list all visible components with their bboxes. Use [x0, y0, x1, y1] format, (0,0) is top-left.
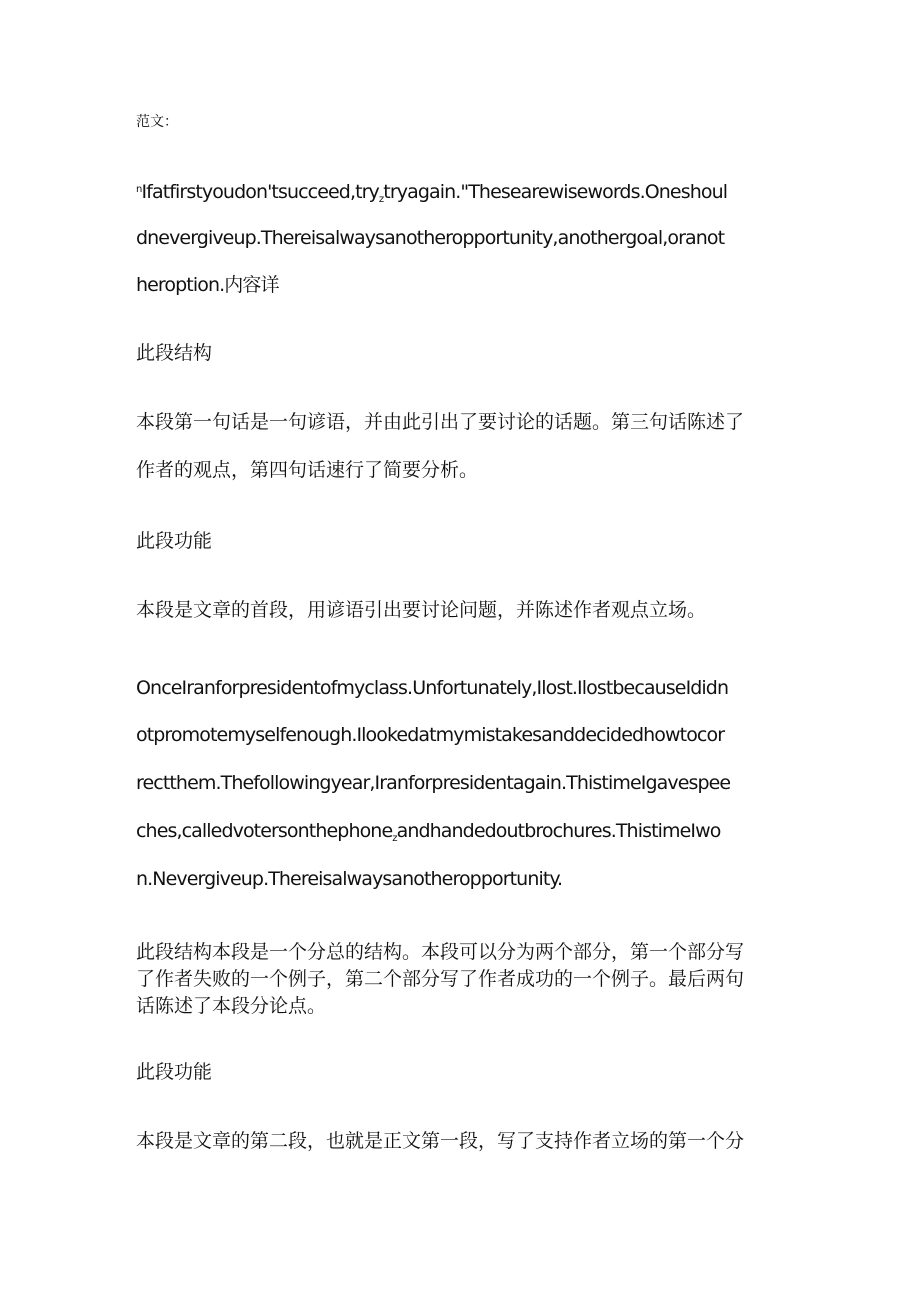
- essay-p2-line-4a: ches,calledvotersonthephone: [136, 820, 393, 842]
- essay-p2-line-2: otpromotemyselfenough.Ilookedatmymistakesanddecidedhowtocor: [136, 724, 725, 746]
- structure-2-line-3: 话陈述了本段分论点。: [136, 995, 327, 1017]
- essay-p2-line-3: rectthem.Thefollowingyear,Iranforpresidentagain.ThistimeIgavespee: [136, 772, 731, 794]
- heading-function-2: 此段功能: [136, 1061, 213, 1083]
- structure-1-line-1: 本段第一句话是一句谚语，并由此引出了要讨论的话题。第三句话陈述了: [136, 411, 745, 433]
- heading-function-1: 此段功能: [136, 530, 213, 552]
- essay-p2-line-4b: andhandedoutbrochures.ThistimeIwo: [396, 820, 721, 842]
- function-1-text: 本段是文章的首段，用谚语引出要讨论问题，并陈述作者观点立场。: [136, 599, 707, 621]
- comma-mark-2: z: [392, 833, 397, 844]
- structure-1-line-2: 作者的观点，第四句话速行了简要分析。: [136, 459, 479, 481]
- comma-mark: z: [378, 194, 384, 205]
- heading-structure-1: 此段结构: [136, 342, 213, 364]
- essay-p1-line-1a: Ifatfirstyoudon'tsucceed,try: [141, 181, 379, 203]
- essay-p1-line-3: heroption.内容详: [136, 274, 279, 296]
- essay-p1-line-1: [136, 178, 727, 212]
- sample-essay-label: 范文：: [136, 114, 178, 130]
- structure-2-line-1: 此段结构本段是一个分总的结构。本段可以分为两个部分，第一个部分写: [136, 941, 745, 963]
- essay-p2-line-1: OnceIranforpresidentofmyclass.Unfortunately,Ilost.IlostbecauseIdidn: [136, 677, 729, 699]
- function-2-text: 本段是文章的第二段，也就是正文第一段，写了支持作者立场的第一个分: [136, 1130, 745, 1152]
- essay-p1-line-2: dnevergiveup.Thereisalwaysanotheropportunity,anothergoal,oranot: [136, 227, 725, 249]
- structure-2-line-2: 了作者失败的一个例子，第二个部分写了作者成功的一个例子。最后两句: [136, 968, 745, 990]
- essay-p1-line-1b: tryagain."Thesearewisewords.Oneshoul: [383, 181, 728, 203]
- essay-p2-line-5: n.Nevergiveup.Thereisalwaysanotheropportunity.: [136, 868, 563, 890]
- open-quote-mark: n: [136, 184, 142, 195]
- essay-p2-line-4: [136, 819, 720, 851]
